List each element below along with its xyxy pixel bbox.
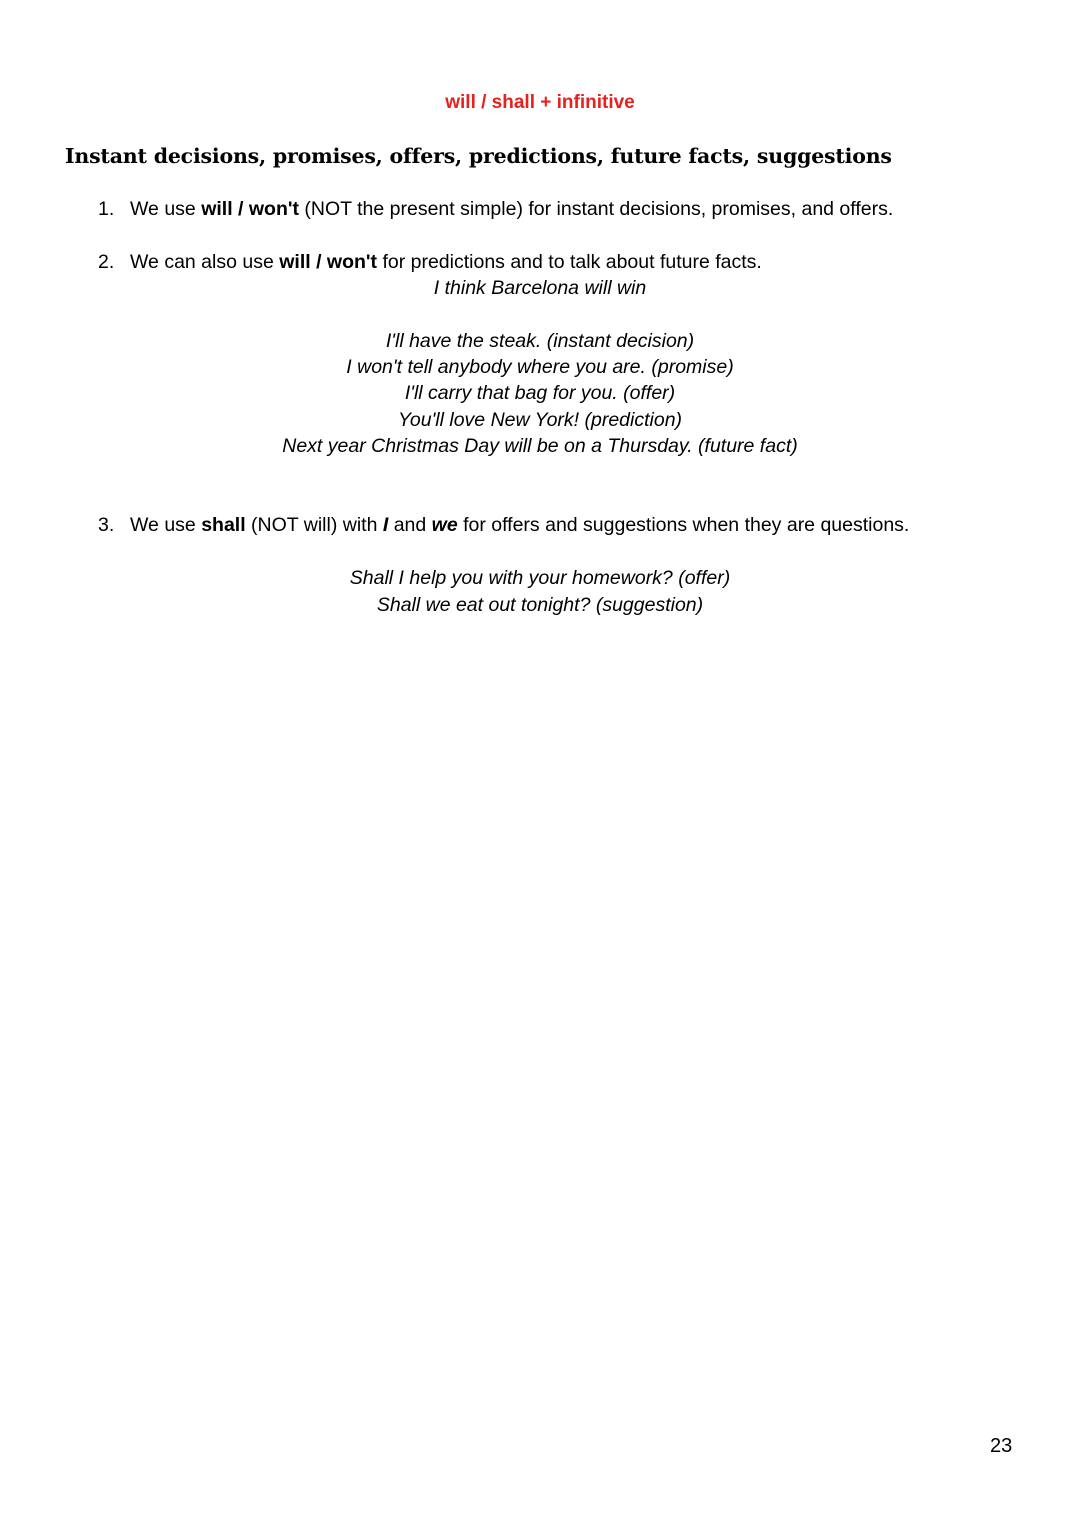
item-text: We use	[130, 514, 202, 536]
item-text: We can also use	[130, 251, 280, 273]
page-number: 23	[990, 1435, 1013, 1457]
keyword-i: I	[382, 514, 389, 536]
section-title: will / shall + infinitive	[445, 92, 635, 113]
section-heading: Instant decisions, promises, offers, predictions, future facts, suggestions	[65, 144, 892, 168]
item-text: (NOT will) with	[245, 514, 383, 536]
item-text: for offers and suggestions when they are questions.	[457, 514, 910, 536]
example-sentence: You'll love New York! (prediction)	[397, 409, 683, 431]
keyword-we: we	[431, 514, 458, 536]
list-item-3	[98, 512, 909, 538]
list-item-2	[98, 249, 762, 275]
example-sentence: I'll carry that bag for you. (offer)	[404, 382, 676, 404]
item-text: (NOT the present simple) for instant decisions, promises, and offers.	[298, 198, 894, 220]
list-item-1	[98, 196, 893, 222]
list-number: 3.	[98, 514, 115, 536]
example-sentence: I think Barcelona will win	[433, 277, 647, 299]
keyword-will-wont: will / won't	[201, 198, 299, 220]
keyword-shall: shall	[201, 514, 246, 536]
item-text: We use	[130, 198, 202, 220]
list-number: 1.	[98, 198, 115, 220]
keyword-will-wont: will / won't	[279, 251, 378, 273]
list-number: 2.	[98, 251, 115, 273]
example-sentence: I won't tell anybody where you are. (promise)	[346, 356, 734, 378]
example-sentence: I'll have the steak. (instant decision)	[385, 330, 695, 352]
item-text: for predictions and to talk about future facts.	[377, 251, 762, 273]
example-sentence: Shall we eat out tonight? (suggestion)	[376, 594, 704, 616]
example-sentence: Next year Christmas Day will be on a Thursday. (future fact)	[282, 435, 798, 457]
example-sentence: Shall I help you with your homework? (offer)	[349, 567, 731, 589]
item-text: and	[388, 514, 432, 536]
